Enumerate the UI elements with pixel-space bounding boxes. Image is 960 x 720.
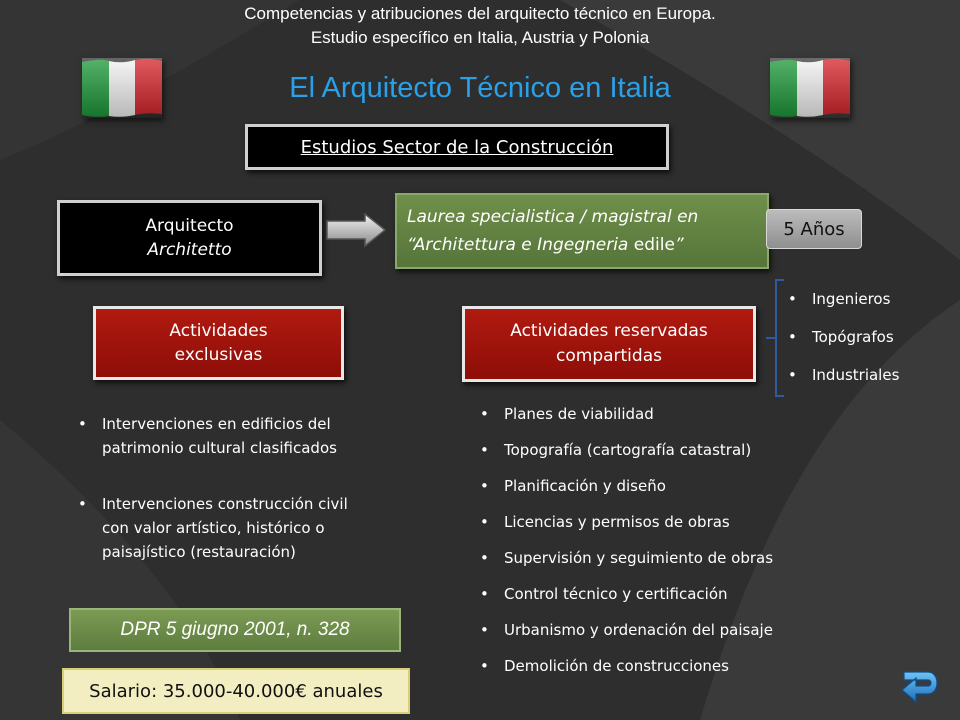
item-line: patrimonio cultural clasificados bbox=[102, 439, 337, 457]
list-item: • Industriales bbox=[786, 366, 956, 404]
item-line: • Intervenciones construcción civil bbox=[102, 495, 348, 513]
duration-badge bbox=[766, 209, 862, 249]
shared-label-2: compartidas bbox=[556, 346, 662, 366]
exclusive-label-2: exclusivas bbox=[174, 345, 263, 365]
page-title: El Arquitecto Técnico en Italia bbox=[289, 72, 671, 104]
list-item: • Supervisión y seguimiento de obras bbox=[478, 549, 838, 585]
profession-box bbox=[57, 200, 322, 276]
item-line: paisajístico (restauración) bbox=[102, 543, 296, 561]
list-item: • Planificación y diseño bbox=[478, 477, 838, 513]
list-item: • Control técnico y certificación bbox=[478, 585, 838, 621]
degree-line-2-edile: edile bbox=[633, 235, 675, 255]
profession-name: Arquitecto bbox=[145, 216, 234, 236]
exclusive-activities-box bbox=[93, 306, 344, 380]
profession-name-italian: Architetto bbox=[147, 240, 232, 260]
item-line: con valor artístico, histórico o bbox=[102, 519, 325, 537]
list-item: • Planes de viabilidad bbox=[478, 405, 838, 441]
bracket-connector bbox=[764, 278, 786, 398]
salary-label: Salario: 35.000-40.000€ anuales bbox=[89, 680, 383, 702]
return-arrow-icon[interactable] bbox=[898, 664, 944, 710]
item-line: • Intervenciones en edificios del bbox=[102, 415, 331, 433]
duration-label: 5 Años bbox=[783, 218, 845, 240]
list-item: • Topografía (cartografía catastral) bbox=[478, 441, 838, 477]
law-reference-box bbox=[69, 608, 401, 652]
shared-activities-list bbox=[478, 405, 838, 693]
section-banner-label: Estudios Sector de la Construcción bbox=[300, 136, 614, 158]
right-arrow-icon bbox=[325, 212, 387, 248]
list-item: • Licencias y permisos de obras bbox=[478, 513, 838, 549]
list-item: • Demolición de construcciones bbox=[478, 657, 838, 693]
list-item bbox=[76, 492, 396, 564]
exclusive-label-1: Actividades bbox=[169, 321, 268, 341]
list-item: • Topógrafos bbox=[786, 328, 956, 366]
salary-box bbox=[62, 668, 410, 714]
header-line-1: Competencias y atribuciones del arquitecto técnico en Europa. bbox=[244, 4, 716, 23]
list-item: • Urbanismo y ordenación del paisaje bbox=[478, 621, 838, 657]
shared-activities-box bbox=[462, 306, 756, 382]
law-reference: DPR 5 giugno 2001, n. 328 bbox=[120, 619, 350, 640]
header-line-2: Estudio específico en Italia, Austria y Polonia bbox=[310, 28, 650, 47]
shared-with-list bbox=[786, 290, 956, 404]
shared-label-1: Actividades reservadas bbox=[510, 321, 708, 341]
section-banner bbox=[245, 124, 669, 170]
degree-line-2-main: “Architettura e Ingegneria bbox=[407, 235, 634, 255]
degree-line-2 bbox=[407, 231, 684, 259]
list-item: • Ingenieros bbox=[786, 290, 956, 328]
list-item bbox=[76, 412, 396, 460]
degree-line-1: Laurea specialistica / magistral en bbox=[407, 207, 699, 227]
exclusive-activities-list bbox=[76, 412, 396, 564]
degree-line-2-close: ” bbox=[674, 235, 684, 255]
degree-box bbox=[395, 193, 769, 269]
